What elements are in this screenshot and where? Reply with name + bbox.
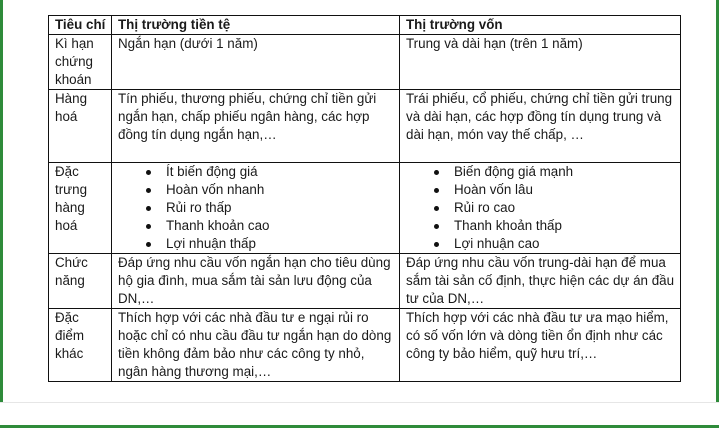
capital-market-cell bbox=[400, 163, 681, 254]
table-row bbox=[49, 254, 681, 309]
header-criterion: Tiêu chí bbox=[49, 16, 112, 35]
capital-market-traits-list bbox=[406, 163, 676, 253]
list-item: Lợi nhuận cao bbox=[434, 235, 676, 253]
money-market-cell: Ngắn hạn (dưới 1 năm) bbox=[112, 35, 400, 90]
money-market-cell: Thích hợp với các nhà đầu tư e ngại rủi ro hoặc chỉ có nhu cầu đầu tư ngắn hạn do dòng tiền không đảm bảo như các công ty nhỏ, ngân hàng thương mại,… bbox=[112, 309, 400, 382]
capital-market-cell: Đáp ứng nhu cầu vốn trung-dài hạn để mua sắm tài sản cố định, thực hiện các dự án đầu tư của DN,… bbox=[400, 254, 681, 309]
money-market-cell: Đáp ứng nhu cầu vốn ngắn hạn cho tiêu dùng hộ gia đình, mua sắm tài sản lưu động của DN,… bbox=[112, 254, 400, 309]
list-item: Rủi ro cao bbox=[434, 199, 676, 217]
comparison-table bbox=[48, 15, 681, 382]
list-item: Rủi ro thấp bbox=[146, 199, 395, 217]
table-row bbox=[49, 90, 681, 163]
left-green-edge bbox=[0, 0, 3, 427]
criterion-cell: Đặc điểm khác bbox=[49, 309, 112, 382]
criterion-cell: Đặc trưng hàng hoá bbox=[49, 163, 112, 254]
list-item: Thanh khoản thấp bbox=[434, 217, 676, 235]
bottom-band bbox=[0, 402, 719, 428]
list-item: Ít biến động giá bbox=[146, 163, 395, 181]
header-money-market: Thị trường tiền tệ bbox=[112, 16, 400, 35]
money-market-traits-list bbox=[118, 163, 395, 253]
criterion-cell: Chức năng bbox=[49, 254, 112, 309]
criterion-cell: Kì hạn chứng khoán bbox=[49, 35, 112, 90]
money-market-cell: Tín phiếu, thương phiếu, chứng chỉ tiền gửi ngắn hạn, chấp phiếu ngân hàng, các hợp đồng tín dụng ngắn hạn,… bbox=[112, 90, 400, 163]
criterion-cell: Hàng hoá bbox=[49, 90, 112, 163]
list-item: Lợi nhuận thấp bbox=[146, 235, 395, 253]
list-item: Biến động giá mạnh bbox=[434, 163, 676, 181]
capital-market-cell: Trái phiếu, cổ phiếu, chứng chỉ tiền gửi trung và dài hạn, các hợp đồng tín dụng trung và dài hạn, món vay thế chấp, … bbox=[400, 90, 681, 163]
header-capital-market: Thị trường vốn bbox=[400, 16, 681, 35]
list-item: Thanh khoản cao bbox=[146, 217, 395, 235]
list-item: Hoàn vốn nhanh bbox=[146, 181, 395, 199]
money-market-cell bbox=[112, 163, 400, 254]
table-header-row bbox=[49, 16, 681, 35]
capital-market-cell: Thích hợp với các nhà đầu tư ưa mạo hiểm, có số vốn lớn và dòng tiền ổn định như các công ty bảo hiểm, quỹ hưu trí,… bbox=[400, 309, 681, 382]
list-item: Hoàn vốn lâu bbox=[434, 181, 676, 199]
table-row bbox=[49, 163, 681, 254]
capital-market-cell: Trung và dài hạn (trên 1 năm) bbox=[400, 35, 681, 90]
table-row bbox=[49, 309, 681, 382]
table-row bbox=[49, 35, 681, 90]
